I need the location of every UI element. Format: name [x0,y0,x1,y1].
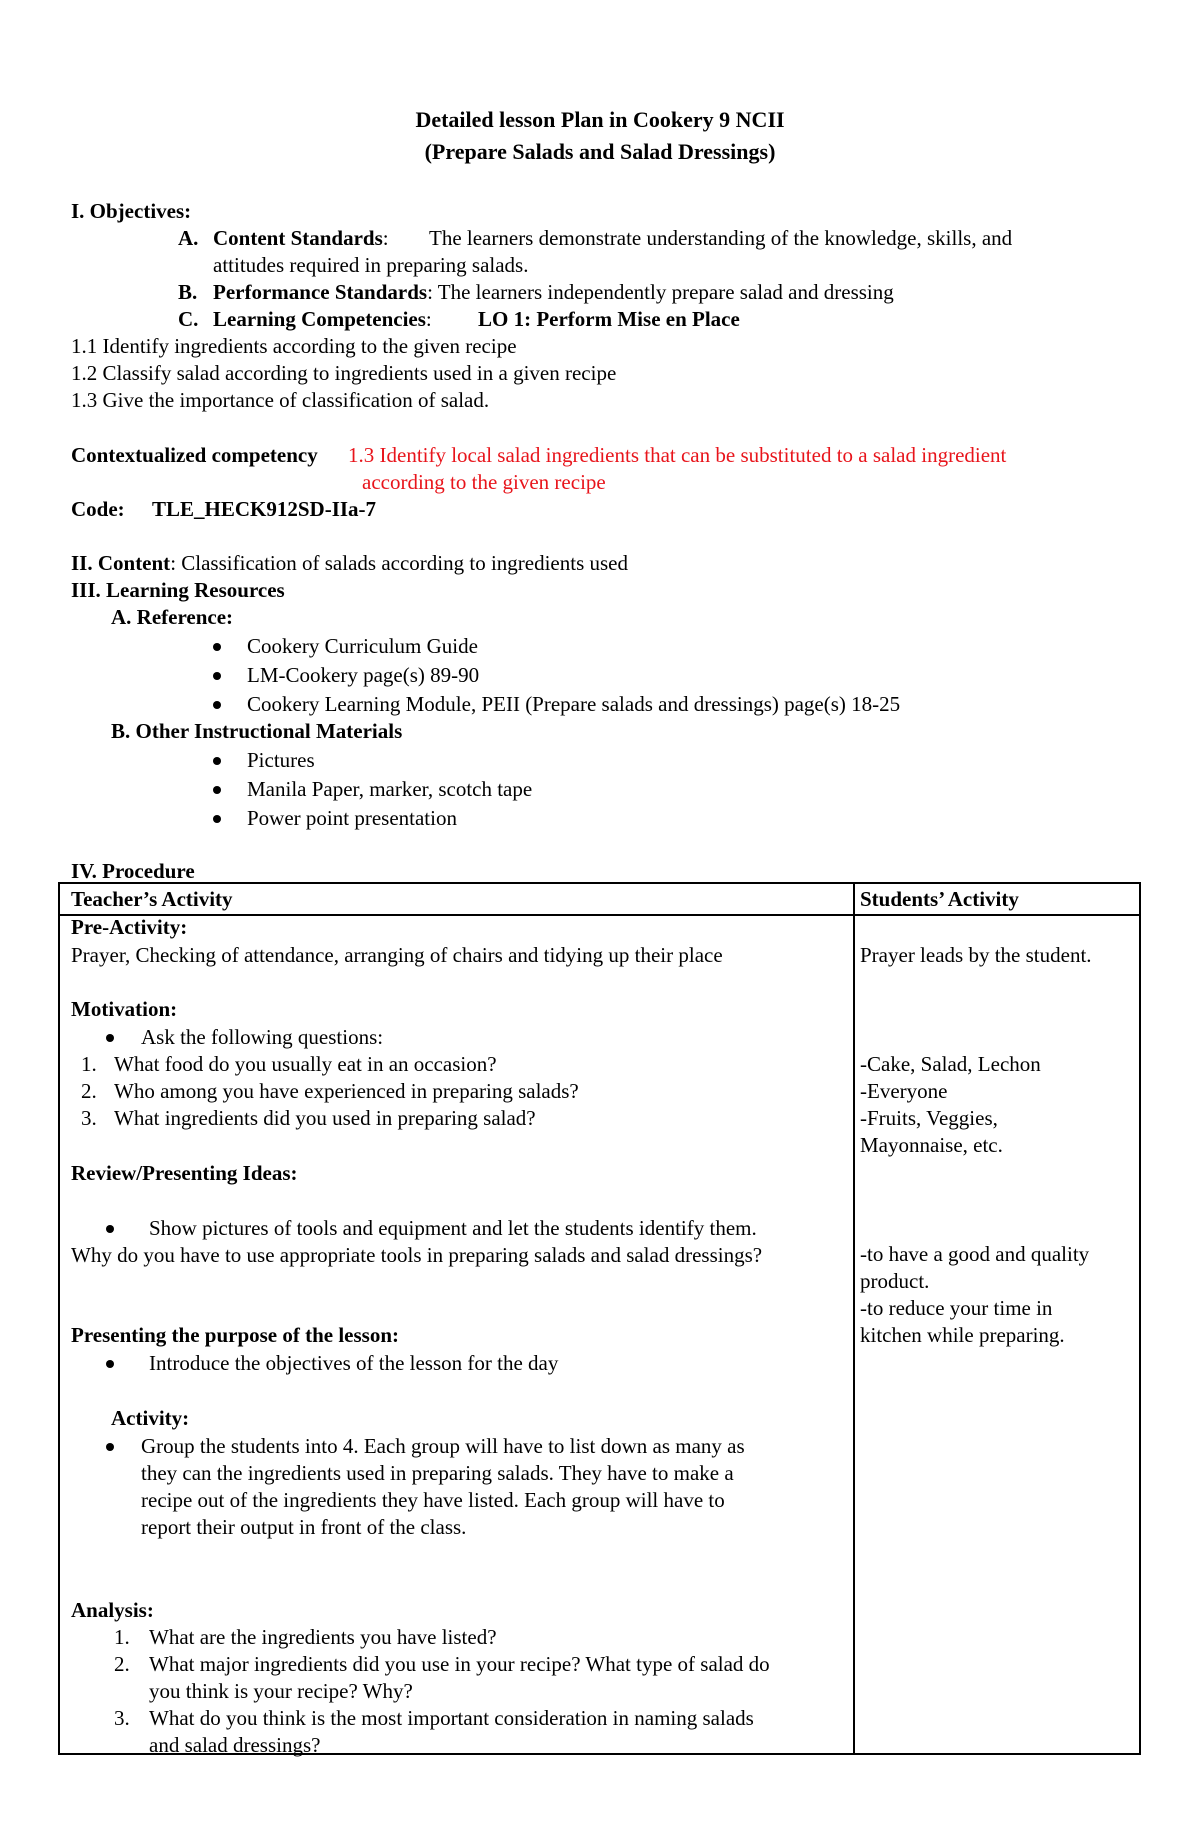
learning-competencies: Learning Competencies: [213,307,432,331]
content-standards-label: Content Standards [213,226,383,250]
motivation-number-3: 3. [81,1106,97,1130]
review-question: Why do you have to use appropriate tools in preparing salads and salad dressings? [71,1243,763,1267]
bullet-icon [106,1443,114,1451]
learning-competencies-label: Learning Competencies [213,307,426,331]
other-item-1: Pictures [247,748,315,772]
analysis-line-2: What major ingredients did you use in your recipe? What type of salad do [149,1652,770,1676]
table-column-divider [853,884,855,1753]
col-header-students: Students’ Activity [860,887,1019,911]
contextualized-text-2: according to the given recipe [362,470,606,494]
code-value: TLE_HECK912SD-IIa-7 [152,497,377,521]
review-answer-1: -to have a good and quality [860,1242,1090,1266]
motivation-answer-4: Mayonnaise, etc. [860,1133,1003,1157]
letter-b: B. [178,280,198,304]
bullet-icon [213,757,221,765]
objective-item-2: 1.2 Classify salad according to ingredients used in a given recipe [71,361,617,385]
purpose-bullet: Introduce the objectives of the lesson for the day [149,1351,559,1375]
col-header-teacher: Teacher’s Activity [71,887,233,911]
table-header-divider [60,914,1139,916]
contextualized-text-1: 1.3 Identify local salad ingredients that can be substituted to a salad ingredient [348,443,1007,467]
reference-item-3: Cookery Learning Module, PEII (Prepare salads and dressings) page(s) 18-25 [247,692,901,716]
content-standards-text-2: attitudes required in preparing salads. [213,253,529,277]
performance-standards-label: Performance Standards [213,280,428,304]
motivation-answer-2: -Everyone [860,1079,948,1103]
motivation-number-1: 1. [81,1052,97,1076]
content-standards-text-1: The learners demonstrate understanding of the knowledge, skills, and [429,226,1013,250]
bullet-icon [213,643,221,651]
bullet-icon [106,1360,114,1368]
bullet-icon [213,672,221,680]
motivation-question-1: What food do you usually eat in an occasion? [114,1052,497,1076]
other-materials-heading: B. Other Instructional Materials [111,719,403,743]
motivation-question-2: Who among you have experienced in preparing salads? [114,1079,579,1103]
review-bullet: Show pictures of tools and equipment and let the students identify them. [149,1216,757,1240]
content-label: II. Content [71,551,171,575]
review-label: Review/Presenting Ideas: [71,1161,298,1185]
bullet-icon [106,1034,114,1042]
title-line-1: Detailed lesson Plan in Cookery 9 NCII [415,107,785,132]
bullet-icon [213,701,221,709]
reference-item-1: Cookery Curriculum Guide [247,634,478,658]
reference-heading: A. Reference: [111,605,234,629]
analysis-line-5: and salad dressings? [149,1733,321,1757]
motivation-label: Motivation: [71,997,178,1021]
pre-activity-label: Pre-Activity: [71,915,188,939]
bullet-icon [213,815,221,823]
motivation-answer-1: -Cake, Salad, Lechon [860,1052,1041,1076]
motivation-question-3: What ingredients did you used in preparing salad? [114,1106,536,1130]
motivation-bullet: Ask the following questions: [141,1025,384,1049]
activity-line-4: report their output in front of the class. [141,1515,467,1539]
motivation-answer-3: -Fruits, Veggies, [860,1106,998,1130]
learning-competencies-lo: LO 1: Perform Mise en Place [478,307,740,331]
content-section [71,550,628,577]
pre-activity-text: Prayer, Checking of attendance, arranging of chairs and tidying up their place [71,943,723,967]
analysis-line-4: What do you think is the most important consideration in naming salads [149,1706,754,1730]
analysis-label: Analysis: [71,1598,154,1622]
bullet-icon [213,786,221,794]
contextualized-label: Contextualized competency [71,443,318,467]
purpose-label: Presenting the purpose of the lesson: [71,1323,400,1347]
other-item-3: Power point presentation [247,806,457,830]
content-standards: Content Standards: [213,226,389,250]
content-text: : Classification of salads according to ingredients used [170,551,628,575]
resources-heading: III. Learning Resources [71,578,285,602]
review-answer-3: -to reduce your time in [860,1296,1053,1320]
analysis-line-3: you think is your recipe? Why? [149,1679,413,1703]
performance-standards [213,279,894,306]
review-answer-2: product. [860,1269,930,1293]
code-label: Code: [71,497,125,521]
performance-standards-text: : The learners independently prepare salad and dressing [427,280,894,304]
objective-item-1: 1.1 Identify ingredients according to the given recipe [71,334,517,358]
activity-line-1: Group the students into 4. Each group will have to list down as many as [141,1434,745,1458]
motivation-number-2: 2. [81,1079,97,1103]
analysis-number-3: 3. [114,1706,130,1730]
review-answer-4: kitchen while preparing. [860,1323,1065,1347]
bullet-icon [106,1225,114,1233]
pre-activity-answer: Prayer leads by the student. [860,943,1092,967]
other-item-2: Manila Paper, marker, scotch tape [247,777,533,801]
objective-item-3: 1.3 Give the importance of classification of salad. [71,388,490,412]
activity-label: Activity: [111,1406,190,1430]
procedure-heading: IV. Procedure [71,859,195,883]
activity-line-3: recipe out of the ingredients they have listed. Each group will have to [141,1488,725,1512]
reference-item-2: LM-Cookery page(s) 89-90 [247,663,480,687]
analysis-number-2: 2. [114,1652,130,1676]
analysis-line-1: What are the ingredients you have listed? [149,1625,497,1649]
letter-c: C. [178,307,199,331]
letter-a: A. [178,226,199,250]
activity-line-2: they can the ingredients used in preparing salads. They have to make a [141,1461,734,1485]
objectives-heading: I. Objectives: [71,199,192,223]
title-line-2: (Prepare Salads and Salad Dressings) [424,139,776,164]
analysis-number-1: 1. [114,1625,130,1649]
